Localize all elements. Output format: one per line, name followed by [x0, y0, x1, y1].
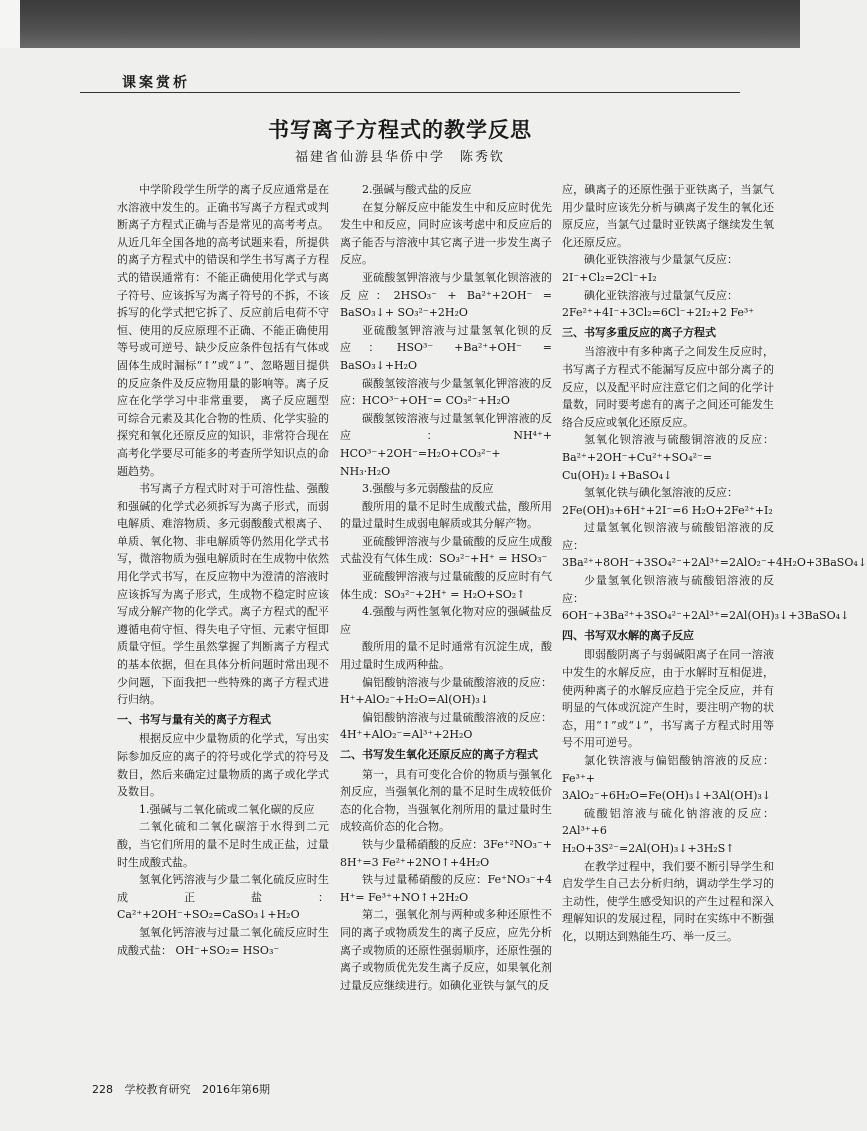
equation: 2I⁻+Cl₂=2Cl⁻+I₂: [562, 270, 657, 284]
equation: 3Ba²⁺+8OH⁻+3SO₄²⁻+2Al³⁺=2AlO₂⁻+4H₂O+3BaSO₄↓: [562, 556, 867, 570]
paragraph: 在教学过程中，我们要不断引导学生和启发学生自己去分析归纳，调动学生学习的主动性，使学生感受知识的产生过程和深入理解知识的发展过程，同时在实练中不断强化，以期达到熟能生巧、举一反三。: [562, 859, 774, 943]
paragraph: 偏铝酸钠溶液与少量硫酸溶液的反应：H⁺+AlO₂⁻+H₂O=Al(OH)₃↓: [340, 675, 552, 707]
journal-issue: 2016年第6期: [202, 1083, 270, 1096]
paragraph: 氯化铁溶液与偏铝酸钠溶液的反应：Fe³⁺+ 3AlO₂⁻+6H₂O=Fe(OH)₃↓+3Al(OH)₃↓: [562, 754, 774, 803]
paragraph: 亚硫酸氢钾溶液与少量氢氧化钡溶液的反应：2HSO₃⁻ + Ba²⁺+2OH⁻ = BaSO₃↓+ SO₃²⁻+2H₂O: [340, 270, 552, 320]
equation: 2Fe(OH)₃+6H⁺+2I⁻=6 H₂O+2Fe²⁺+I₂: [562, 503, 773, 517]
paragraph: 应，碘离子的还原性强于亚铁离子，当氯气用少量时应该先分析与碘离子发生的氧化还原反应，当氯气过量时亚铁离子继续发生氧化还原反应。: [562, 183, 774, 249]
header-band: [20, 0, 800, 48]
paragraph: 铁与过量稀硝酸的反应：Fe⁺NO₃⁻+4 H⁺= Fe³⁺+NO↑+2H₂O: [340, 873, 552, 904]
equation: 2Fe²⁺+4I⁻+3Cl₂=6Cl⁻+2I₂+2 Fe³⁺: [562, 306, 755, 320]
paragraph: 过量氢氧化钡溶液与硫酸铝溶液的反应：: [562, 521, 774, 552]
article-byline: 福建省仙游县华侨中学 陈秀钦: [294, 150, 505, 165]
subsection-heading: 1.强碱与二氧化硫或二氧化碳的反应: [139, 802, 315, 816]
paragraph: 酸所用的量不足时通常有沉淀生成，酸用过量时生成两种盐。: [340, 640, 552, 672]
paragraph: 当溶液中有多种离子之间发生反应时，书写离子方程式不能漏写反应中部分离子的反应，以及配平时应注意它们之间的化学计量数，同时要考虑有的离子之间还可能发生络合反应或氧化还原反应。: [562, 345, 774, 429]
journal-name: 学校教育研究: [124, 1083, 191, 1096]
paragraph: 第二，强氧化剂与两种或多种还原性不同的离子或物质发生的离子反应，应先分析离子或物质的还原性强弱顺序，还原性强的离子或物质优先发生离子反应，如果氧化剂过量反应继续进行。如碘化亚铁与氯气的反: [340, 908, 552, 992]
paragraph: 少量氢氧化钡溶液与硫酸铝溶液的反应：: [562, 574, 774, 605]
paragraph: 亚硫酸钾溶液与过量硫酸的反应时有气体生成：SO₃²⁻+2H⁺ = H₂O+SO₂↑: [340, 570, 552, 601]
paragraph: 根据反应中少量物质的化学式，写出实际参加反应的离子的符号或化学式的符号及数目，然后来确定过量物质的离子或化学式及数目。: [117, 732, 329, 799]
paragraph: 铁与少量稀硝酸的反应：3Fe⁺²NO₃⁻+ 8H⁺=3 Fe²⁺+2NO↑+4H₂O: [340, 837, 552, 869]
paragraph: 亚硫酸氢钾溶液与过量氢氧化钡的反应：HSO³⁻ +Ba²⁺+OH⁻ = BaSO₃↓+H₂O: [340, 323, 552, 372]
paragraph: 氢氧化钡溶液与硫酸铜溶液的反应：Ba²⁺+2OH⁻+Cu²⁺+SO₄²⁻= Cu(OH)₂↓+BaSO₄↓: [562, 433, 774, 482]
section-heading: 二、书写发生氧化还原反应的离子方程式: [340, 748, 538, 761]
paragraph: 氢氧化钙溶液与过量二氧化硫反应时生成酸式盐： OH⁻+SO₂= HSO₃⁻: [117, 925, 329, 957]
equation: 6OH⁻+3Ba²⁺+3SO₄²⁻+2Al³⁺=2Al(OH)₃↓+3BaSO₄↓: [562, 609, 850, 623]
article-title: 书写离子方程式的教学反思: [268, 117, 532, 142]
scan-margin: [0, 0, 20, 48]
page-number: 228: [92, 1083, 113, 1096]
paragraph: 碳酸氢铵溶液与少量氢氧化钾溶液的反应：HCO³⁻+OH⁻= CO₃²⁻+H₂O: [340, 376, 552, 408]
paragraph: 中学阶段学生所学的离子反应通常是在水溶液中发生的。正确书写离子方程式或判断离子方程式正确与否是常见的高考考点。从近几年全国各地的高考试题来看，所提供的离子方程式中的错误和学生书写离子方程式的错误通常有：不能正确使用化学式与离子符号、应该拆写为离子符号的不拆，不该拆写的化学式把它拆了、反应前后电荷不守恒、使用的反应原理不正确、不能正确使用等号或可逆号、缺少反应条件包括有气体或固体生成时漏标“↑”或“↓”、忽略题目提供的反应条件及反应物用量的影响等。离子反应在化学学习中非常重要， 离子反应题型可综合元素及其化合物的性质、化学实验的探究和氧化还原反应的知识，非常符合现在高考化学要尽可能多的考查所学知识点的命题趋势。: [117, 183, 329, 478]
subsection-heading: 3.强酸与多元弱酸盐的反应: [362, 482, 494, 496]
paragraph: 氢氧化铁与碘化氢溶液的反应：: [584, 486, 738, 500]
paragraph: 第一，具有可变化合价的物质与强氧化剂反应，当强氧化剂的量不足时生成较低价态的化合物，当强氧化剂所用的量过量时生成较高价态的化合物。: [340, 767, 552, 834]
paragraph: 碳酸氢铵溶液与过量氢氧化钾溶液的反应：NH⁴⁺+ HCO³⁻+2OH⁻=H₂O+CO₃²⁻+ NH₃·H₂O: [340, 411, 552, 478]
paragraph: 二氧化硫和二氧化碳溶于水得到二元酸，当它们所用的量不足时生成正盐，过量时生成酸式盐。: [117, 820, 329, 869]
paragraph: 书写离子方程式时对于可溶性盐、强酸和强碱的化学式必须拆写为离子形式，而弱电解质、难溶物质、多元弱酸酸式根离子、单质、氧化物、非电解质等仍然用化学式书写，微溶物质为强电解质时在生成物中依然用化学式书写，在反应物中为澄清的溶液时应该拆写为离子形式，生成物不稳定时应该写成分解产物的化学式。离子方程式的配平遵循电荷守恒、得失电子守恒、元素守恒即质量守恒。学生虽然掌握了判断离子方程式的基本依据，但在具体分析问题时常出现不少问题，下面我把一些特殊的离子方程式进行归纳。: [117, 482, 329, 707]
section-tag: 课案赏析: [122, 75, 190, 91]
paragraph: 酸所用的量不足时生成酸式盐，酸所用的量过量时生成弱电解质或其分解产物。: [340, 499, 552, 531]
subsection-heading: 2.强碱与酸式盐的反应: [362, 183, 472, 196]
page-footer: [92, 1081, 278, 1097]
paragraph: 即弱酸阴离子与弱碱阳离子在同一溶液中发生的水解反应，由于水解时互相促进，使两种离子的水解反应趋于完全反应，并有明显的气体或沉淀产生时，要注明产物的状态，用“↑”或“↓”，书写离子方程式时用等号不用可逆号。: [562, 648, 774, 750]
paragraph: 氢氧化钙溶液与少量二氧化硫反应时生成正盐：Ca²⁺+2OH⁻+SO₂=CaSO₃↓+H₂O: [117, 873, 329, 922]
section-heading: 一、书写与量有关的离子方程式: [117, 712, 271, 726]
section-heading: 四、书写双水解的离子反应: [562, 628, 694, 642]
subsection-heading: 4.强酸与两性氢氧化物对应的强碱盐反应: [340, 605, 552, 636]
paragraph: 亚硫酸钾溶液与少量硫酸的反应生成酸式盐没有气体生成：SO₃²⁻+H⁺ = HSO₃⁻: [340, 534, 552, 566]
paragraph: 在复分解反应中能发生中和反应时优先发生中和反应，同时应该考虑中和反应后的离子能否与溶液中其它离子进一步发生离子反应。: [340, 200, 552, 267]
column-3: [562, 181, 867, 1041]
header-rule: [80, 92, 740, 93]
paragraph: 碘化亚铁溶液与过量氯气反应：: [584, 288, 738, 302]
column-1: [117, 181, 329, 1041]
section-heading: 三、书写多重反应的离子方程式: [562, 325, 716, 339]
paragraph: 偏铝酸钠溶液与过量硫酸溶液的反应：4H⁺+AlO₂⁻=Al³⁺+2H₂O: [340, 710, 552, 742]
paragraph: 硫酸铝溶液与硫化钠溶液的反应：2Al³⁺+6 H₂O+3S²⁻=2Al(OH)₃↓+3H₂S↑: [562, 806, 774, 855]
paragraph: 碘化亚铁溶液与少量氯气反应：: [584, 253, 738, 267]
column-2: [340, 181, 552, 1041]
